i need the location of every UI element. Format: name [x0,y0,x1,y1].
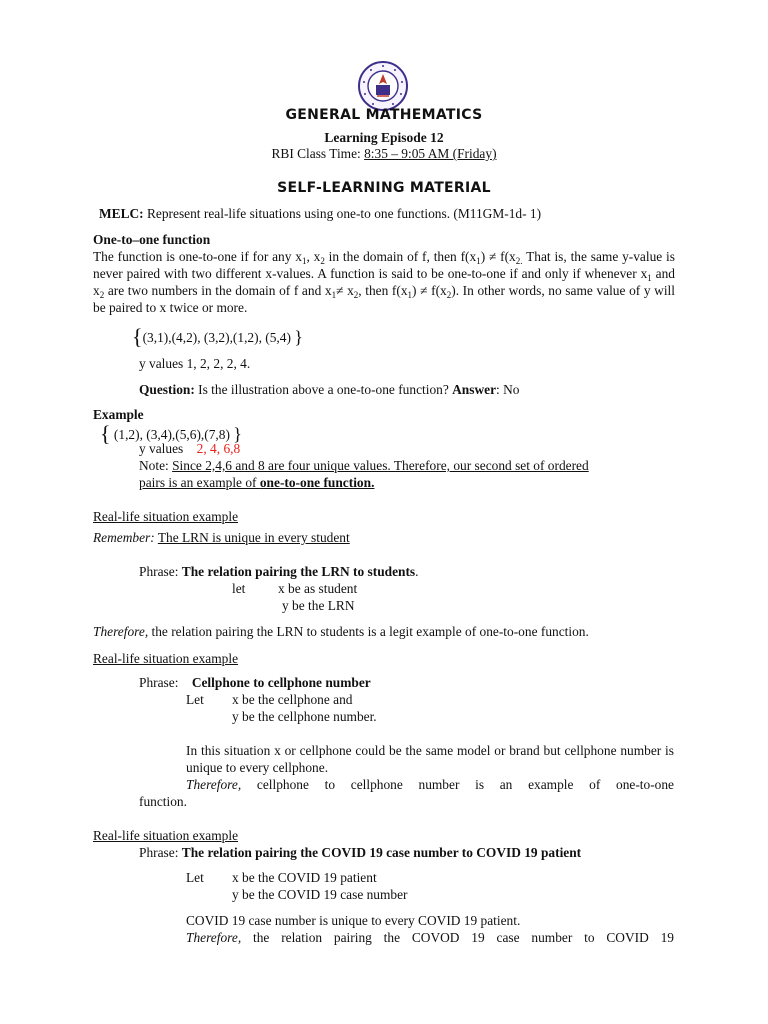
melc-text: Represent real-life situations using one-to one functions. (M11GM-1d- 1) [143,206,542,221]
ex1-conclusion: Therefore, the relation pairing the LRN to students is a legit example of one-to-one function. [93,624,589,639]
ex2-y-def: y be the cellphone number. [232,709,377,724]
class-time-label: RBI Class Time: [271,146,365,161]
ex3-x-def: x be the COVID 19 patient [232,870,377,885]
ex1-remember: Remember: The LRN is unique in every student [93,530,350,545]
melc-label: MELC: [99,206,144,221]
ex2-x-def: x be the cellphone and [232,692,353,707]
close-brace: } [294,327,303,347]
set1-question: Question: Is the illustration above a one-to-one function? Answer: No [139,382,520,397]
ex3-heading: Real-life situation example [93,828,239,843]
example-y-values: y values 2, 4, 6,8 [139,441,241,456]
ex3-phrase: Phrase: The relation pairing the COVID 19 case number to COVID 19 patient [139,845,582,860]
ex2-phrase: Phrase: Cellphone to cellphone number [139,675,371,690]
example-note-line1: Note: Since 2,4,6 and 8 are four unique values. Therefore, our second set of ordered [139,458,589,473]
deped-seal-logo [357,60,409,112]
set1-pairs [132,324,303,349]
definition-paragraph: The function is one-to-one if for any $x_1$, $x_2$ in the domain of f, then $f(x_1) \ne f(x_{2.}$ That is, the same y-value is never paired with two different x-values. A function is said to be one-to-one if and only if whenever $x_1$ and $x_2$ are two numbers in the domain of f and $x_1\ne x_2$, then $f(x_1) \ne f(x_2)$. In other words, no same value of y will be paired to x twice or more. [93,249,675,315]
class-time [0,145,768,162]
episode-label: Learning Episode 12 [324,130,444,145]
set1-pairs-text: (3,1),(4,2), (3,2),(1,2), (5,4) [142,330,291,345]
ex1-let: let [232,581,246,596]
ex3-conclusion: Therefore, the relation pairing the COVOD 19 case number to COVID 19 [186,930,674,945]
ex1-x-def: x be as student [278,581,358,596]
close-brace: } [233,424,242,444]
ex2-conclusion-end: function. [139,794,187,809]
ex2-conclusion: Therefore, cellphone to cellphone number is an example of one-to-one [186,777,674,792]
example-heading: Example [93,407,144,422]
document-title: GENERAL MATHEMATICS [285,107,483,123]
example-note-line2: pairs is an example of one-to-one function. [139,475,375,490]
set1-y-values: y values 1, 2, 2, 2, 4. [139,356,251,371]
open-brace: { [132,324,143,349]
ex1-heading: Real-life situation example [93,509,239,524]
ex1-y-def: y be the LRN [282,598,355,613]
ex3-let: Let [186,870,204,885]
example-pairs-text: (1,2), (3,4),(5,6),(7,8) [110,427,234,442]
melc-line [99,205,541,222]
ex1-phrase: Phrase: The relation pairing the LRN to students. [139,564,419,579]
ex2-heading: Real-life situation example [93,651,239,666]
class-time-value: 8:35 – 9:05 AM (Friday) [364,146,497,161]
open-brace: { [100,421,111,446]
ex3-paragraph: COVID 19 case number is unique to every COVID 19 patient. [186,913,521,928]
ex3-y-def: y be the COVID 19 case number [232,887,408,902]
ex2-paragraph: In this situation x or cellphone could be the same model or brand but cellphone number is unique to every cellphone. [186,743,674,775]
section-title: SELF-LEARNING MATERIAL [277,180,491,196]
definition-heading: One-to–one function [93,232,211,247]
example-y-values-highlight: 2, 4, 6,8 [196,441,241,456]
ex2-let: Let [186,692,204,707]
